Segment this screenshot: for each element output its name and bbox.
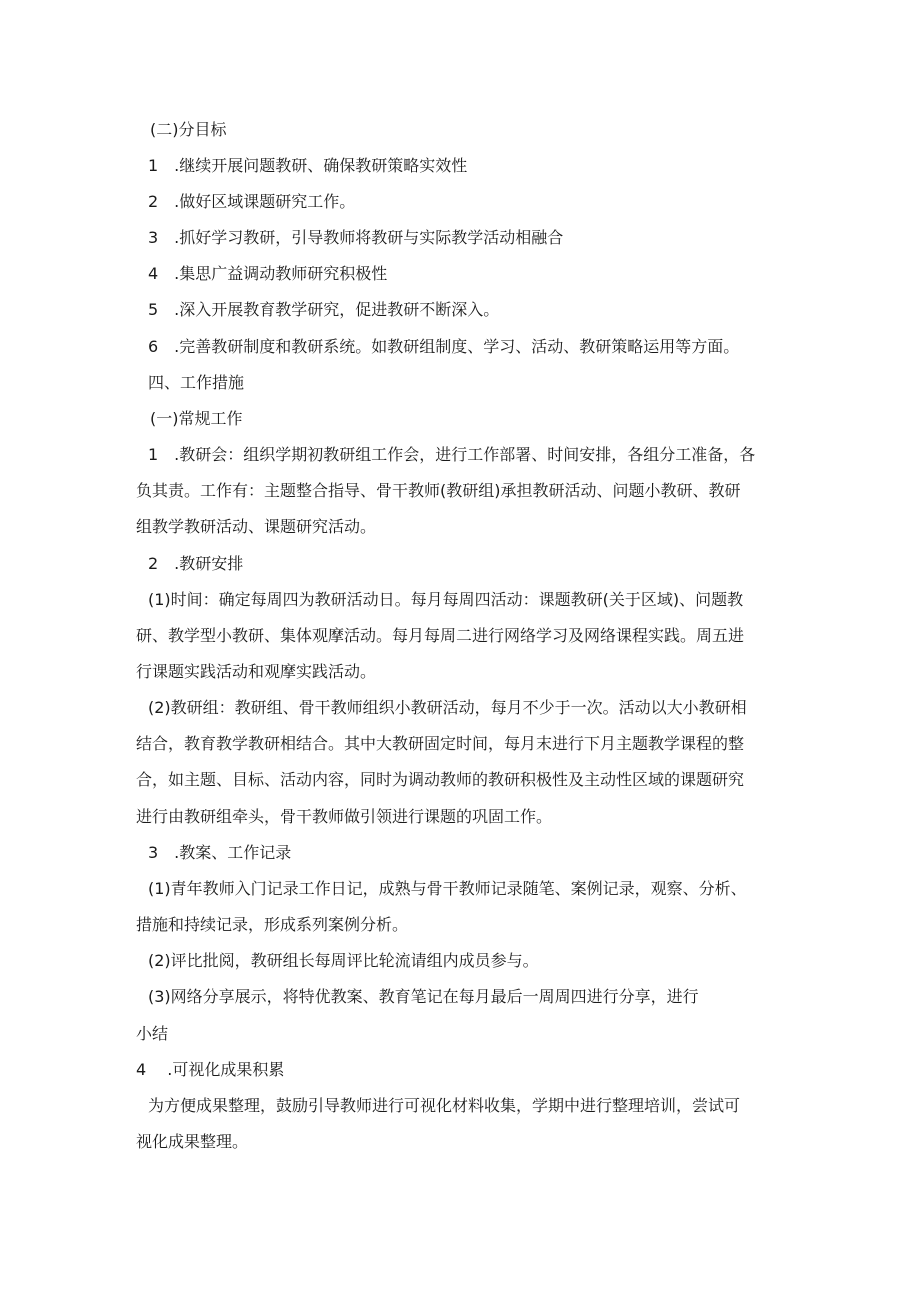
section-heading: 四、工作措施 [148,373,245,392]
paragraph-line: 1 .教研会：组织学期初教研组工作会，进行工作部署、时间安排，各组分工准备，各 [148,445,756,464]
goal-item: 2 .做好区域课题研究工作。 [148,192,356,211]
item-heading: 3 .教案、工作记录 [148,843,292,862]
paragraph-line: 视化成果整理。 [136,1132,249,1151]
goal-item: 4 .集思广益调动教师研究积极性 [148,264,388,283]
paragraph-line: 结合，教育教学教研相结合。其中大教研固定时间，每月末进行下月主题教学课程的整 [136,734,745,753]
goal-item: 1 .继续开展问题教研、确保教研策略实效性 [148,156,468,175]
item-heading: 4 .可视化成果积累 [136,1060,285,1079]
item-heading: 2 .教研安排 [148,554,244,573]
goal-item: 6 .完善教研制度和教研系统。如教研组制度、学习、活动、教研策略运用等方面。 [148,337,740,356]
paragraph-line: 措施和持续记录，形成系列案例分析。 [136,915,409,934]
paragraph-line: (3)网络分享展示，将特优教案、教育笔记在每月最后一周周四进行分享，进行 [148,987,699,1006]
paragraph-line: 合，如主题、目标、活动内容，同时为调动教师的教研积极性及主动性区域的课题研究 [136,770,745,789]
paragraph-line: 负其责。工作有：主题整合指导、骨干教师(教研组)承担教研活动、问题小教研、教研 [136,481,741,500]
paragraph-line: 为方便成果整理，鼓励引导教师进行可视化材料收集，学期中进行整理培训，尝试可 [148,1096,741,1115]
paragraph-line: (1)青年教师入门记录工作日记，成熟与骨干教师记录随笔、案例记录，观察、分析、 [148,879,747,898]
paragraph-line: 进行由教研组牵头，骨干教师做引领进行课题的巩固工作。 [136,807,553,826]
paragraph-line: 研、教学型小教研、集体观摩活动。每月每周二进行网络学习及网络课程实践。周五进 [136,626,745,645]
paragraph-line: 小结 [136,1024,169,1043]
paragraph-line: 组教学教研活动、课题研究活动。 [136,517,377,536]
paragraph-line: 行课题实践活动和观摩实践活动。 [136,662,377,681]
goal-item: 3 .抓好学习教研，引导教师将教研与实际教学活动相融合 [148,228,564,247]
paragraph-line: (1)时间：确定每周四为教研活动日。每月每周四活动：课题教研(关于区域)、问题教 [148,590,744,609]
paragraph-line: (2)评比批阅，教研组长每周评比轮流请组内成员参与。 [148,951,539,970]
paragraph-line: (2)教研组：教研组、骨干教师组织小教研活动，每月不少于一次。活动以大小教研相 [148,698,747,717]
sub-goals-heading: (二)分目标 [150,120,227,139]
routine-heading: (一)常规工作 [150,409,243,428]
goal-item: 5 .深入开展教育教学研究，促进教研不断深入。 [148,300,500,319]
